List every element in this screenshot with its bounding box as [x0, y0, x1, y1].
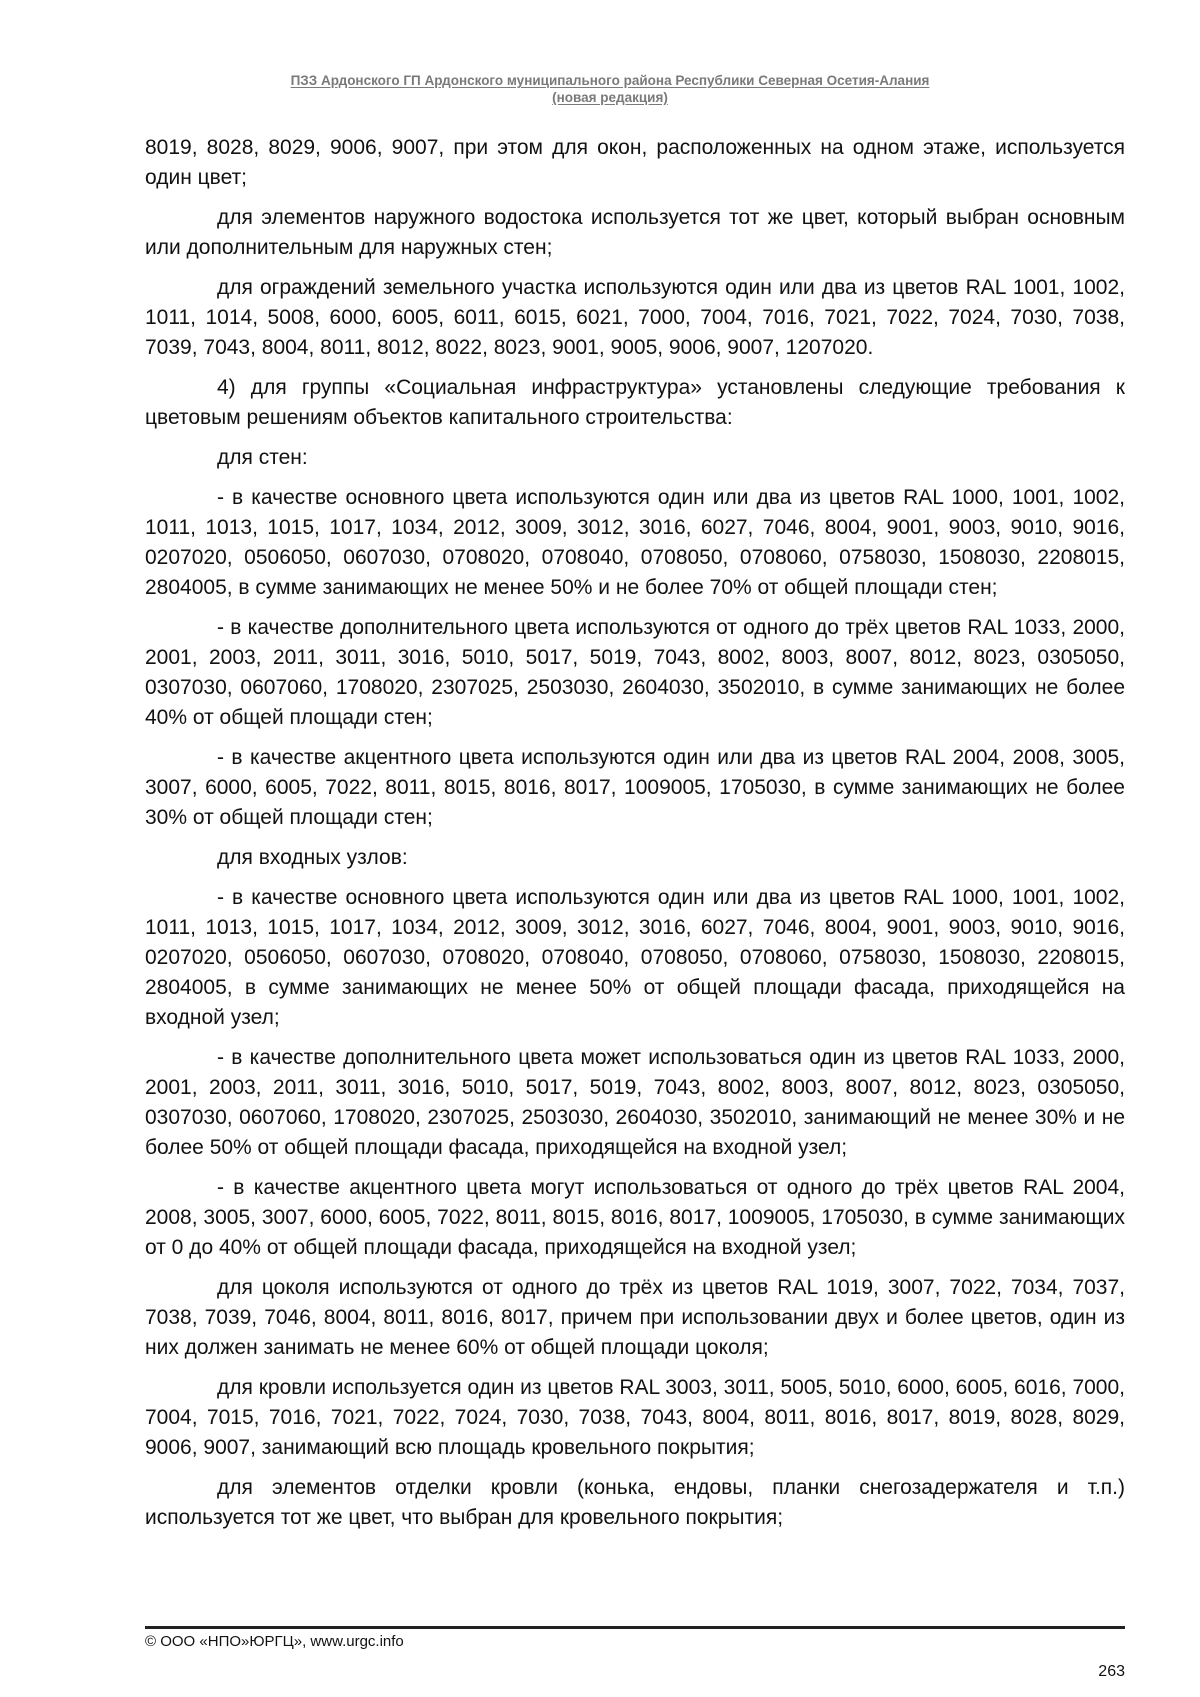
header-subtitle: (новая редакция)	[552, 90, 668, 105]
paragraph-plinth: для цоколя используются от одного до трёх из цветов RAL 1019, 3007, 7022, 7034, 7037, 7038, 7039, 7046, 8004, 8011, 8016, 8017, причем при использовании двух и более цветов, один из них должен занимать не менее 60% от общей площади цоколя;	[145, 1276, 1125, 1359]
footer-copyright: © ООО «НПО»ЮРГЦ», www.urgc.info	[145, 1633, 404, 1650]
paragraph-walls-accent-color: - в качестве акцентного цвета используются один или два из цветов RAL 2004, 2008, 3005, 3007, 6000, 6005, 7022, 8011, 8015, 8016, 8017, 1009005, 1705030, в сумме занимающих не более 30% от общей площади стен;	[145, 746, 1125, 829]
header-title: ПЗЗ Ардонского ГП Ардонского муниципального района Республики Северная Осетия-Алания	[290, 73, 930, 88]
page-header	[150, 72, 1070, 106]
paragraph-drainage: для элементов наружного водостока используется тот же цвет, который выбран основным или дополнительным для наружных стен;	[145, 206, 1125, 259]
paragraph-walls-additional-color: - в качестве дополнительного цвета используются от одного до трёх цветов RAL 1033, 2000, 2001, 2003, 2011, 3011, 3016, 5010, 5017, 5019, 7043, 8002, 8003, 8007, 8012, 8023, 0305050, 0307030, 0607060, 1708020, 2307025, 2503030, 2604030, 3502010, в сумме занимающих не более 40% от общей площади стен;	[145, 616, 1125, 729]
paragraph-social-infrastructure: 4) для группы «Социальная инфраструктура» установлены следующие требования к цветовым решениям объектов капитального строительства:	[145, 376, 1125, 429]
document-body	[145, 133, 1125, 1543]
paragraph-walls-main-color: - в качестве основного цвета используются один или два из цветов RAL 1000, 1001, 1002, 1011, 1013, 1015, 1017, 1034, 2012, 3009, 3012, 3016, 6027, 7046, 8004, 9001, 9003, 9010, 9016, 0207020, 0506050, 0607030, 0708020, 0708040, 0708050, 0708060, 0758030, 1508030, 2208015, 2804005, в сумме занимающих не менее 50% и не более 70% от общей площади стен;	[145, 486, 1125, 599]
paragraph-windows-continuation: 8019, 8028, 8029, 9006, 9007, при этом для окон, расположенных на одном этаже, используется один цвет;	[145, 136, 1125, 189]
paragraph-roof-trim: для элементов отделки кровли (конька, ендовы, планки снегозадержателя и т.п.) используется тот же цвет, что выбран для кровельного покрытия;	[145, 1476, 1125, 1529]
paragraph-roof: для кровли используется один из цветов RAL 3003, 3011, 5005, 5010, 6000, 6005, 6016, 7000, 7004, 7015, 7016, 7021, 7022, 7024, 7030, 7038, 7043, 8004, 8011, 8016, 8017, 8019, 8028, 8029, 9006, 9007, занимающий всю площадь кровельного покрытия;	[145, 1376, 1125, 1459]
paragraph-entrances-heading: для входных узлов:	[217, 846, 408, 869]
page-number: 263	[1098, 1663, 1125, 1680]
paragraph-walls-heading: для стен:	[217, 446, 308, 469]
paragraph-entrances-accent-color: - в качестве акцентного цвета могут использоваться от одного до трёх цветов RAL 2004, 2008, 3005, 3007, 6000, 6005, 7022, 8011, 8015, 8016, 8017, 1009005, 1705030, в сумме занимающих от 0 до 40% от общей площади фасада, приходящейся на входной узел;	[145, 1176, 1125, 1259]
paragraph-entrances-main-color: - в качестве основного цвета используются один или два из цветов RAL 1000, 1001, 1002, 1011, 1013, 1015, 1017, 1034, 2012, 3009, 3012, 3016, 6027, 7046, 8004, 9001, 9003, 9010, 9016, 0207020, 0506050, 0607030, 0708020, 0708040, 0708050, 0708060, 0758030, 1508030, 2208015, 2804005, в сумме занимающих не менее 50% от общей площади фасада, приходящейся на входной узел;	[145, 886, 1125, 1029]
paragraph-fences: для ограждений земельного участка используются один или два из цветов RAL 1001, 1002, 1011, 1014, 5008, 6000, 6005, 6011, 6015, 6021, 7000, 7004, 7016, 7021, 7022, 7024, 7030, 7038, 7039, 7043, 8004, 8011, 8012, 8022, 8023, 9001, 9005, 9006, 9007, 1207020.	[145, 276, 1125, 359]
paragraph-entrances-additional-color: - в качестве дополнительного цвета может использоваться один из цветов RAL 1033, 2000, 2001, 2003, 2011, 3011, 3016, 5010, 5017, 5019, 7043, 8002, 8003, 8007, 8012, 8023, 0305050, 0307030, 0607060, 1708020, 2307025, 2503030, 2604030, 3502010, занимающий не менее 30% и не более 50% от общей площади фасада, приходящейся на входной узел;	[145, 1046, 1125, 1159]
footer-divider	[145, 1626, 1125, 1629]
